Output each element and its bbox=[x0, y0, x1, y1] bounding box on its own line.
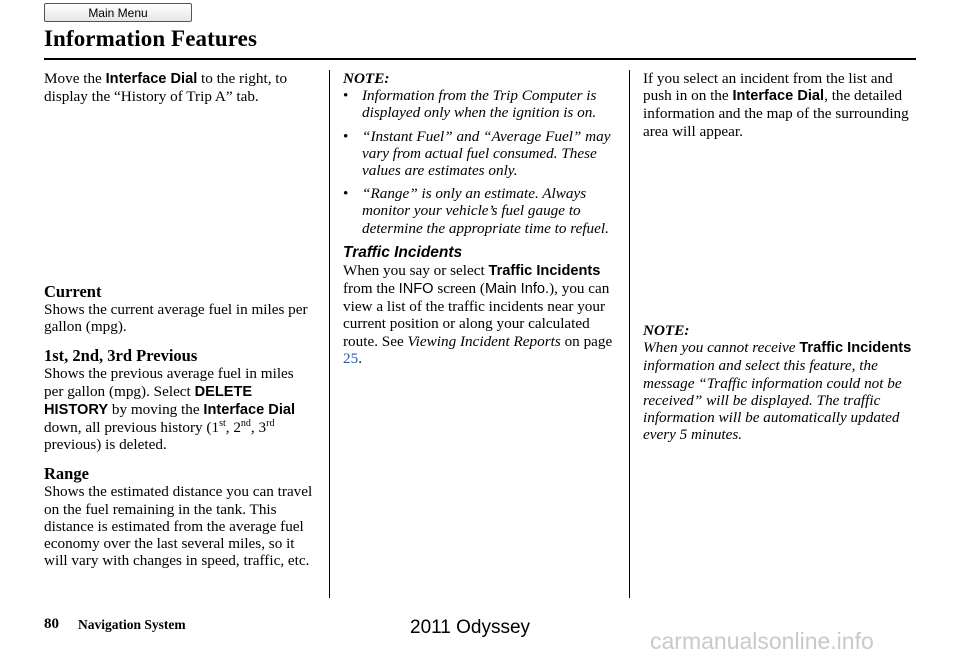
range-heading: Range bbox=[44, 464, 89, 484]
column-middle bbox=[343, 70, 618, 367]
watermark: carmanualsonline.info bbox=[650, 628, 874, 654]
traffic-incidents-heading: Traffic Incidents bbox=[343, 243, 463, 261]
page-number: 80 bbox=[44, 616, 59, 632]
current-heading: Current bbox=[44, 282, 102, 301]
intro-paragraph: Move the Interface Dial to the right, to display the “History of Trip A” tab. bbox=[44, 70, 288, 106]
list-item: • “Range” is only an estimate. Always monitor your vehicle’s fuel gauge to determine the appropriate time to refuel. bbox=[343, 185, 609, 237]
select-incident-text: If you select an incident from the list and push in on the Interface Dial, the detailed information and the map of the surrounding area will appear. bbox=[643, 70, 909, 140]
interface-dial-term: Interface Dial bbox=[105, 71, 198, 87]
interface-dial-term: Interface Dial bbox=[732, 88, 825, 105]
main-menu-button[interactable]: Main Menu bbox=[44, 3, 192, 22]
traffic-incidents-text: When you say or select Traffic Incidents from the INFO screen (Main Info.), you can view a list of the traffic incidents near your current position or along your calculated route. See Viewing Incident Reports on page 25. bbox=[343, 261, 613, 367]
previous-text: Shows the previous average fuel in miles per gallon (mpg). Select DELETE HISTORY by moving the Interface Dial down, all previous history (1st, 2nd, 3rd previous) is deleted. bbox=[44, 365, 296, 454]
info-term: INFO bbox=[398, 281, 434, 298]
range-text: Shows the estimated distance you can travel on the fuel remaining in the tank. This distance is estimated from the average fuel economy over the last several miles, so it will vary with changes in speed, traffic, etc. bbox=[44, 483, 313, 570]
column-right bbox=[643, 70, 918, 443]
cross-reference: Viewing Incident Reports bbox=[407, 332, 561, 350]
notes-list bbox=[343, 87, 618, 237]
bullet-icon: • bbox=[343, 185, 349, 203]
page-title: Information Features bbox=[44, 26, 258, 51]
column-divider-1 bbox=[329, 70, 330, 598]
footer-model: 2011 Odyssey bbox=[410, 617, 531, 638]
bullet-icon: • bbox=[343, 87, 349, 105]
bullet-icon: • bbox=[343, 127, 349, 145]
current-text: Shows the current average fuel in miles per gallon (mpg). bbox=[44, 301, 308, 336]
note-label: NOTE: bbox=[643, 322, 690, 339]
main-info-term: Main Info. bbox=[484, 281, 550, 298]
list-item: • “Instant Fuel” and “Average Fuel” may vary from actual fuel consumed. These values are estimates only. bbox=[343, 127, 611, 180]
footer-section: Navigation System bbox=[78, 617, 186, 632]
column-divider-2 bbox=[629, 70, 630, 598]
interface-dial-term: Interface Dial bbox=[203, 401, 296, 418]
note-label: NOTE: bbox=[343, 70, 390, 87]
column-left bbox=[44, 70, 316, 569]
traffic-incidents-term: Traffic Incidents bbox=[799, 340, 912, 357]
list-item: • Information from the Trip Computer is displayed only when the ignition is on. bbox=[343, 87, 597, 122]
page-link[interactable]: 25 bbox=[343, 349, 359, 367]
previous-heading: 1st, 2nd, 3rd Previous bbox=[44, 346, 198, 366]
traffic-incidents-term: Traffic Incidents bbox=[488, 262, 601, 279]
note-text: When you cannot receive Traffic Incidents information and select this feature, the message “Traffic information could not be received” will be displayed. The traffic information will be automatically updated every 5 minutes. bbox=[643, 339, 912, 444]
title-divider bbox=[44, 58, 916, 60]
delete-history-term: DELETE HISTORY bbox=[44, 383, 253, 418]
